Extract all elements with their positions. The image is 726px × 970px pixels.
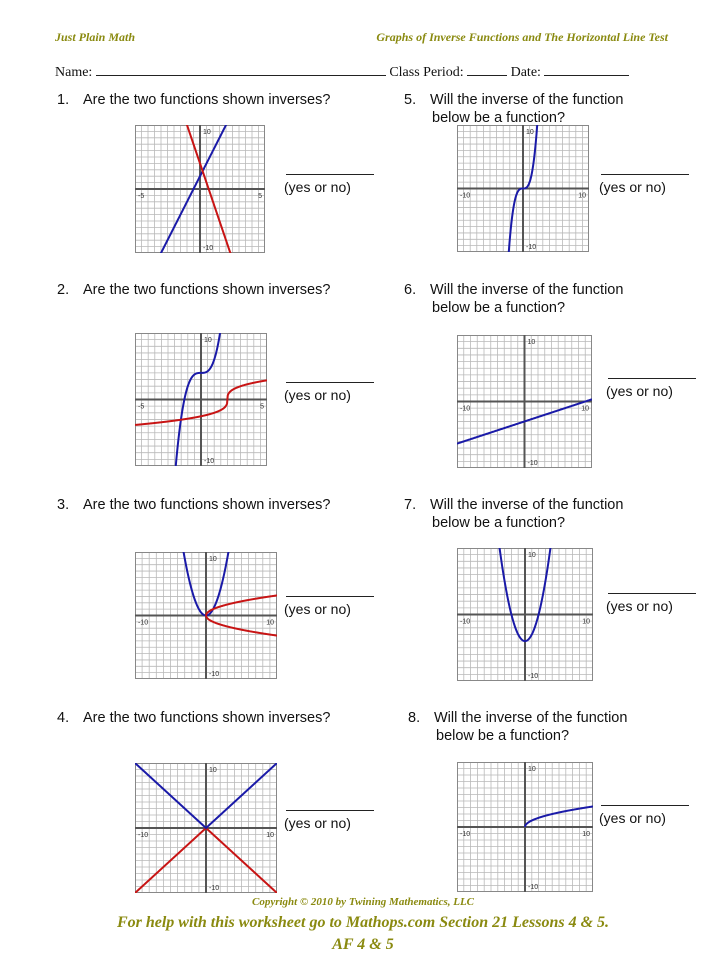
tick-label: 5 <box>258 193 262 200</box>
answer-1[interactable] <box>284 174 376 195</box>
answer-7[interactable] <box>606 593 698 614</box>
answer-2[interactable] <box>284 382 376 403</box>
question-number: 8. <box>408 710 421 726</box>
help-text: For help with this worksheet go to Mathops.com Section 21 Lessons 4 & 5. <box>116 914 610 931</box>
header-left: Just Plain Math <box>55 30 136 44</box>
name-line <box>55 62 629 81</box>
graph-5 <box>457 125 589 252</box>
question-text-line2: below be a function? <box>432 300 566 316</box>
tick-label: 10 <box>582 618 590 626</box>
answer-label: (yes or no) <box>606 383 673 399</box>
answer-line[interactable] <box>608 593 696 594</box>
question-text: Will the inverse of the function <box>430 92 624 108</box>
tick-label: -10 <box>527 460 538 467</box>
graph-3 <box>135 552 277 679</box>
question-number: 5. <box>404 92 417 108</box>
question-number: 7. <box>404 497 417 513</box>
tick-label: -10 <box>460 192 471 200</box>
tick-label: 10 <box>581 405 589 413</box>
class-period-label: Class Period: <box>389 65 464 80</box>
answer-line[interactable] <box>608 378 696 379</box>
question-1 <box>57 91 330 109</box>
question-2 <box>57 281 330 299</box>
question-text-line2: below be a function? <box>432 110 566 126</box>
tick-label: -10 <box>460 405 471 413</box>
tick-label: 10 <box>203 129 211 136</box>
answer-line[interactable] <box>286 810 374 811</box>
question-4 <box>57 709 330 727</box>
question-text: Will the inverse of the function <box>430 282 624 298</box>
tick-label: 10 <box>527 339 536 346</box>
graph-2 <box>135 333 267 466</box>
tick-label: -10 <box>209 885 220 892</box>
answer-line[interactable] <box>286 596 374 597</box>
tick-label: 10 <box>209 767 217 774</box>
tick-label: -10 <box>526 244 537 251</box>
question-text: Are the two functions shown inverses? <box>83 92 331 108</box>
question-number: 4. <box>57 710 70 726</box>
question-text-line2: below be a function? <box>432 515 566 531</box>
answer-3[interactable] <box>284 596 376 617</box>
tick-label: -10 <box>209 671 220 678</box>
question-6 <box>404 281 623 317</box>
answer-line[interactable] <box>601 805 689 806</box>
tick-label: -10 <box>460 831 471 838</box>
name-label: Name: <box>55 65 93 80</box>
tick-label: -10 <box>203 245 214 252</box>
answer-label: (yes or no) <box>284 179 351 195</box>
answer-label: (yes or no) <box>284 387 351 403</box>
tick-label: 10 <box>526 129 534 136</box>
tick-label: -10 <box>528 673 539 680</box>
question-3 <box>57 496 330 514</box>
question-text: Will the inverse of the function <box>430 497 624 513</box>
date-field[interactable] <box>544 62 629 76</box>
tick-label: -10 <box>204 458 215 465</box>
answer-label: (yes or no) <box>284 601 351 617</box>
question-text: Will the inverse of the function <box>434 710 628 726</box>
answer-label: (yes or no) <box>599 810 666 826</box>
tick-label: 5 <box>260 403 264 411</box>
question-text: Are the two functions shown inverses? <box>83 710 331 726</box>
tick-label: 10 <box>209 556 217 563</box>
tick-label: -10 <box>138 619 149 627</box>
question-number: 6. <box>404 282 417 298</box>
graph-8 <box>457 762 593 892</box>
name-field[interactable] <box>96 62 386 76</box>
tick-label: -10 <box>528 884 539 891</box>
answer-label: (yes or no) <box>284 815 351 831</box>
tick-label: 10 <box>528 766 536 773</box>
question-number: 1. <box>57 92 70 108</box>
question-number: 3. <box>57 497 70 513</box>
graph-4 <box>135 763 277 893</box>
question-number: 2. <box>57 282 70 298</box>
answer-5[interactable] <box>599 174 691 195</box>
date-label: Date: <box>510 65 541 80</box>
tick-label: -5 <box>138 403 145 411</box>
answer-line[interactable] <box>286 382 374 383</box>
answer-line[interactable] <box>601 174 689 175</box>
graph-6 <box>457 335 592 468</box>
tick-label: 10 <box>266 832 274 839</box>
question-7 <box>404 496 623 532</box>
graph-7 <box>457 548 593 681</box>
question-text: Are the two functions shown inverses? <box>83 282 331 298</box>
question-text-line2: below be a function? <box>436 728 570 744</box>
tick-label: 10 <box>266 619 274 627</box>
class-period-field[interactable] <box>467 62 507 76</box>
tick-label: -10 <box>460 618 471 626</box>
copyright-text: Copyright © 2010 by Twining Mathematics, LLC <box>251 896 475 908</box>
answer-label: (yes or no) <box>606 598 673 614</box>
standard-code: AF 4 & 5 <box>332 936 394 953</box>
tick-label: 10 <box>582 831 590 838</box>
question-text: Are the two functions shown inverses? <box>83 497 331 513</box>
tick-label: 10 <box>578 192 586 200</box>
tick-label: -10 <box>138 832 149 839</box>
graph-1 <box>135 125 265 253</box>
tick-label: 10 <box>528 552 536 559</box>
answer-4[interactable] <box>284 810 376 831</box>
question-5 <box>404 91 623 127</box>
answer-6[interactable] <box>606 378 698 399</box>
header-right: Graphs of Inverse Functions and The Horizontal Line Test <box>376 30 668 44</box>
answer-8[interactable] <box>599 805 691 826</box>
tick-label: 10 <box>204 337 212 344</box>
tick-label: -5 <box>138 193 145 200</box>
question-8 <box>408 709 627 745</box>
answer-label: (yes or no) <box>599 179 666 195</box>
answer-line[interactable] <box>286 174 374 175</box>
